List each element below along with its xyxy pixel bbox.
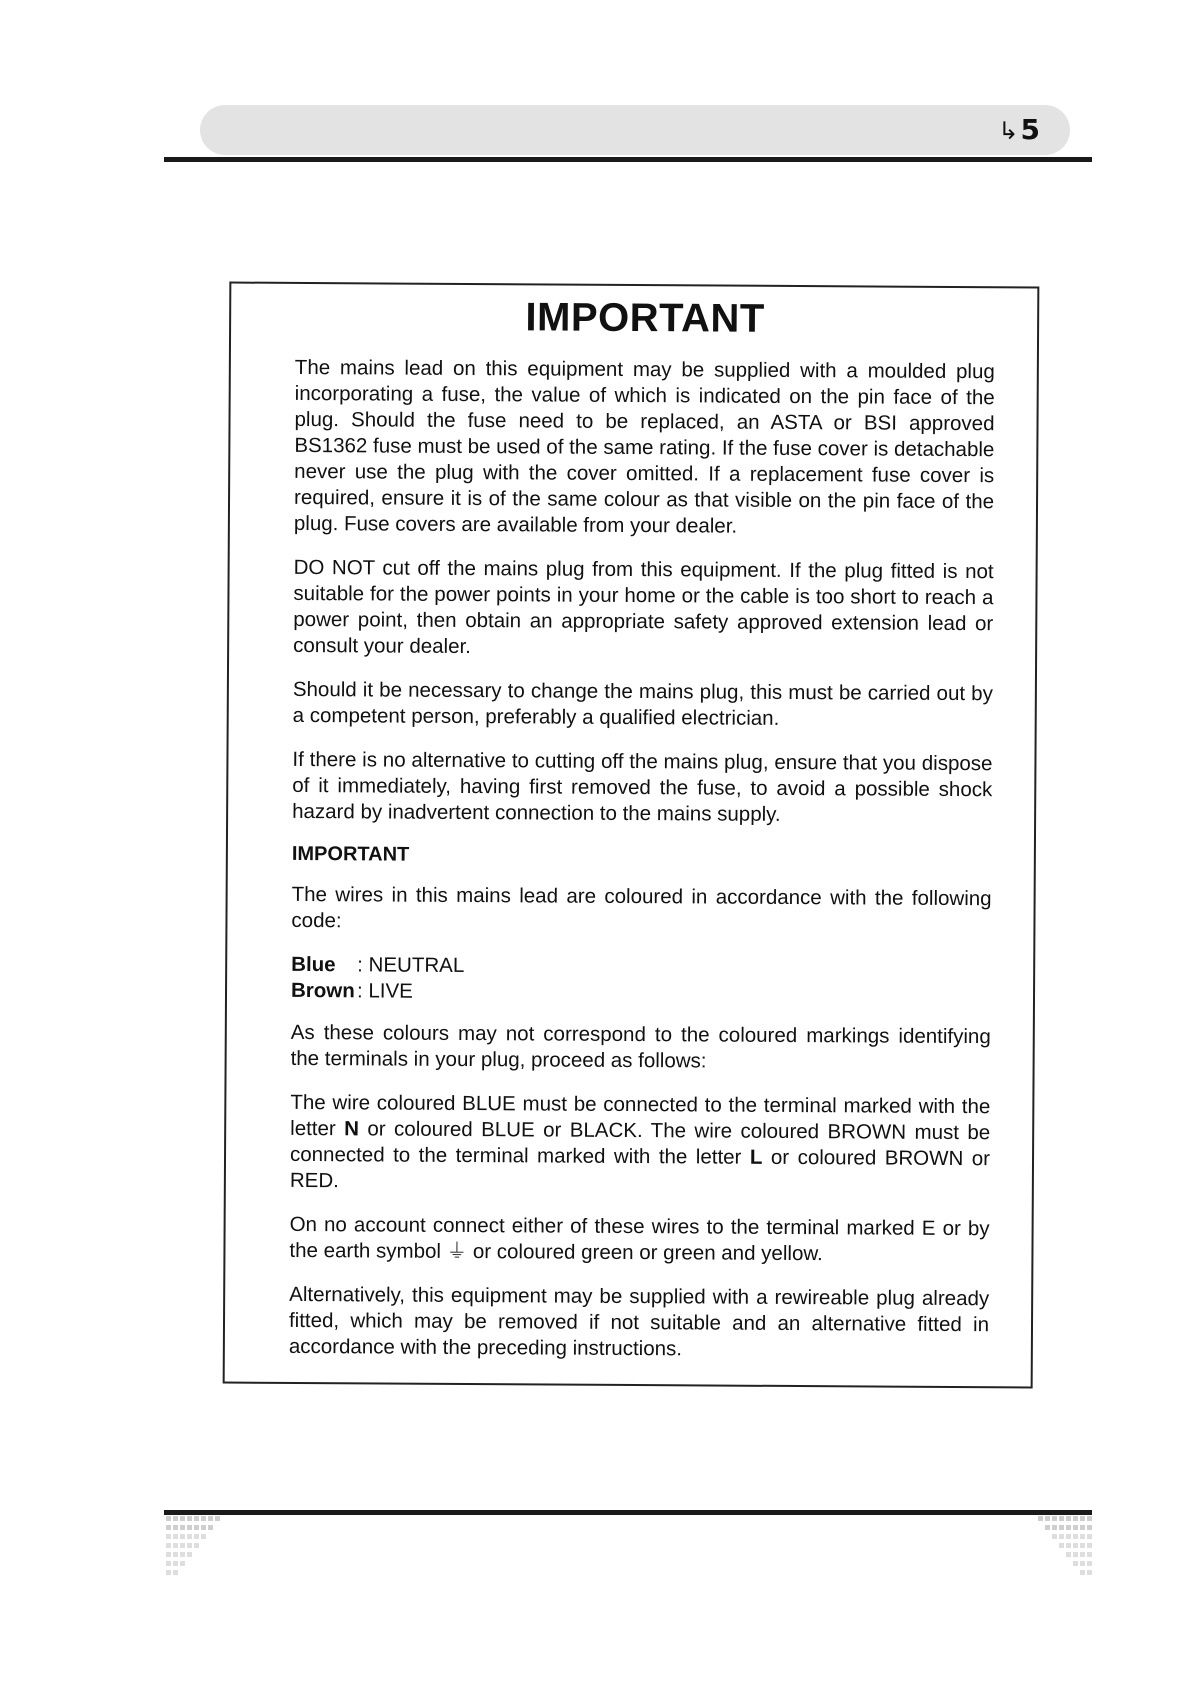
paragraph-moulded-plug: The mains lead on this equipment may be supplied with a moulded plug incorporating a fuse, the value of which is indicated on the pin face of the plug. Should the fuse need to be replaced, an ASTA or BSI approved BS1362 fuse must be used of the same rating. If the fuse cover is detachable never use the plug with the cover omitted. If a replacement fuse cover is required, ensure it is of the same colour as that visible on the pin face of the plug. Fuse covers are available from your dealer.	[293, 355, 995, 538]
paragraph-change-plug: Should it be necessary to change the mains plug, this must be carried out by a competent person, preferably a qualified electrician.	[292, 677, 993, 730]
page-header	[200, 105, 1070, 155]
subheading-important: IMPORTANT	[291, 842, 410, 866]
code-blue-value: : NEUTRAL	[357, 953, 465, 977]
notice-title: IMPORTANT	[525, 295, 765, 341]
arrow-icon: ↳	[998, 117, 1019, 145]
letter-l: L	[749, 1145, 763, 1169]
header-rule	[164, 157, 1092, 162]
earth-text-2: or coloured green or green and yellow.	[467, 1240, 823, 1266]
wire-text-3: or coloured BROWN or RED.	[289, 1145, 991, 1193]
wire-text-1: The wire coloured BLUE must be connected to the terminal marked with the letter	[290, 1090, 991, 1141]
paragraph-do-not-cut: DO NOT cut off the mains plug from this equipment. If the plug fitted is not suitable for the power points in your home or the cable is too short to reach a power point, then obtain an appropriate safety approved extension lead or consult your dealer.	[293, 555, 994, 659]
paragraph-rewireable: Alternatively, this equipment may be supplied with a rewireable plug already fitted, which may be removed if not suitable and an alternative fitted in accordance with the preceding instructions.	[288, 1282, 990, 1361]
earth-symbol-icon: ⏚	[446, 1239, 468, 1264]
letter-n: N	[344, 1117, 360, 1141]
footer-rule	[164, 1510, 1092, 1515]
paragraph-wire-connections	[290, 1090, 991, 1198]
page-number-value: 5	[1020, 113, 1040, 146]
wire-text-2: or coloured BLUE or BLACK. The wire coloured BROWN must be connected to the terminal marked with the letter	[289, 1117, 991, 1169]
paragraph-wire-code: The wires in this mains lead are coloured in accordance with the following code:	[291, 882, 992, 933]
footer-dot-pattern-right	[1024, 1516, 1094, 1581]
page-number	[998, 113, 1040, 146]
important-notice-box	[223, 282, 1040, 1389]
paragraph-terminals: As these colours may not correspond to the coloured markings identifying the terminals in your plug, proceed as follows:	[290, 1020, 991, 1073]
code-brown-label: Brown	[290, 978, 355, 1003]
earth-text-1: On no account connect either of these wires to the terminal marked E or by the earth symbol	[289, 1212, 990, 1263]
code-brown-value: : LIVE	[356, 979, 413, 1003]
notice-content	[289, 294, 996, 1382]
code-blue-label: Blue	[291, 952, 336, 977]
paragraph-earth	[289, 1212, 989, 1268]
wire-colour-code	[291, 952, 991, 1008]
paragraph-dispose: If there is no alternative to cutting off the mains plug, ensure that you dispose of it immediately, having first removed the fuse, to avoid a possible shock hazard by inadvertent connection to the mains supply.	[292, 747, 993, 826]
code-line-brown	[291, 978, 991, 1008]
footer-dot-pattern-left	[166, 1516, 236, 1581]
